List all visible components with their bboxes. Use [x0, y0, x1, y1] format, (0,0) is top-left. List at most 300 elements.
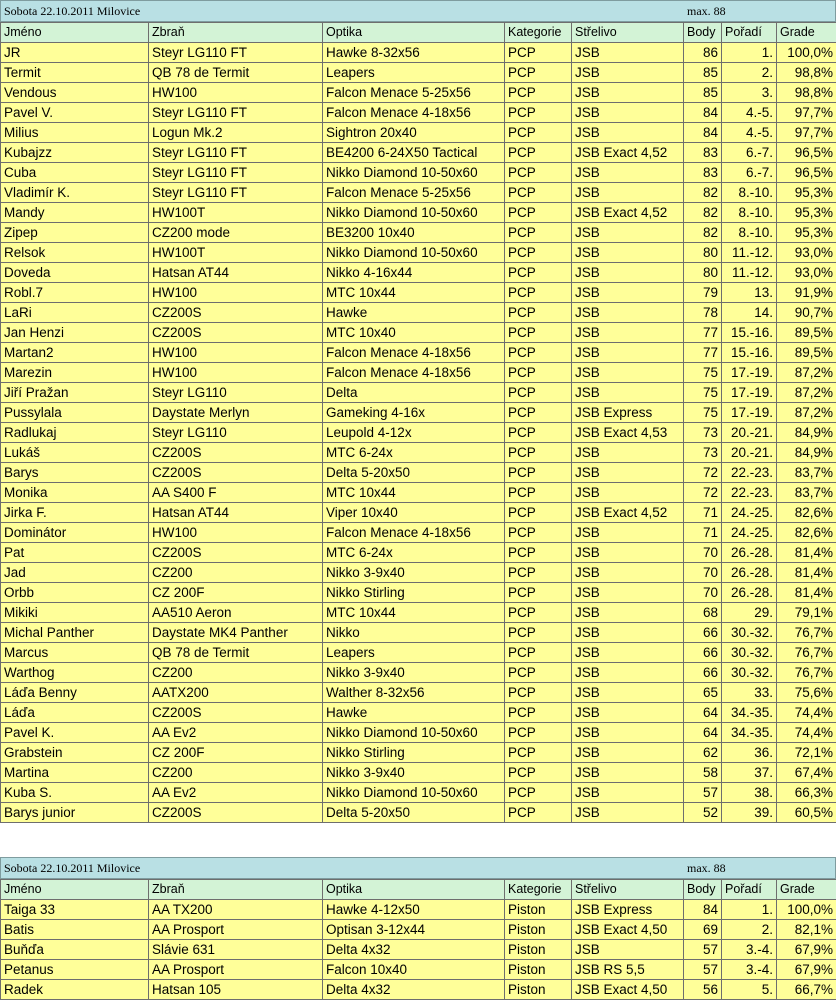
cell-ammo: JSB [572, 803, 684, 823]
column-header-ammo: Střelivo [572, 23, 684, 43]
cell-ammo: JSB Exact 4,53 [572, 423, 684, 443]
column-header-category: Kategorie [505, 880, 572, 900]
section-header [0, 857, 836, 879]
cell-grade: 98,8% [777, 83, 836, 103]
table-row [1, 363, 836, 383]
cell-name: Jirka F. [1, 503, 149, 523]
cell-optics: Walther 8-32x56 [323, 683, 505, 703]
cell-weapon: HW100T [149, 243, 323, 263]
cell-grade: 100,0% [777, 43, 836, 63]
cell-optics: Nikko Stirling [323, 583, 505, 603]
column-header-category: Kategorie [505, 23, 572, 43]
max-score: max. 88 [687, 861, 726, 875]
column-header-rank: Pořadí [722, 23, 777, 43]
cell-category: PCP [505, 183, 572, 203]
cell-optics: Hawke [323, 303, 505, 323]
cell-name: Buňďa [1, 940, 149, 960]
cell-name: JR [1, 43, 149, 63]
table-row [1, 783, 836, 803]
cell-category: PCP [505, 643, 572, 663]
cell-name: Kubajzz [1, 143, 149, 163]
table-row [1, 503, 836, 523]
table-row [1, 163, 836, 183]
cell-rank: 38. [722, 783, 777, 803]
column-header-grade: Grade [777, 23, 836, 43]
cell-rank: 39. [722, 803, 777, 823]
cell-grade: 76,7% [777, 663, 836, 683]
cell-points: 73 [684, 423, 722, 443]
cell-weapon: Steyr LG110 FT [149, 103, 323, 123]
cell-weapon: QB 78 de Termit [149, 643, 323, 663]
cell-rank: 2. [722, 63, 777, 83]
cell-optics: Nikko Diamond 10-50x60 [323, 723, 505, 743]
cell-ammo: JSB [572, 663, 684, 683]
cell-points: 83 [684, 143, 722, 163]
cell-ammo: JSB [572, 263, 684, 283]
cell-name: Radlukaj [1, 423, 149, 443]
cell-optics: Leapers [323, 63, 505, 83]
cell-weapon: Hatsan AT44 [149, 503, 323, 523]
cell-weapon: CZ200 [149, 763, 323, 783]
table-row [1, 443, 836, 463]
cell-weapon: Steyr LG110 FT [149, 43, 323, 63]
table-row [1, 103, 836, 123]
cell-optics: Sightron 20x40 [323, 123, 505, 143]
cell-name: Jad [1, 563, 149, 583]
cell-ammo: JSB Exact 4,52 [572, 203, 684, 223]
cell-points: 66 [684, 643, 722, 663]
cell-grade: 97,7% [777, 103, 836, 123]
cell-ammo: JSB [572, 583, 684, 603]
cell-grade: 74,4% [777, 723, 836, 743]
table-row [1, 243, 836, 263]
cell-weapon: CZ200S [149, 703, 323, 723]
cell-ammo: JSB [572, 463, 684, 483]
cell-points: 75 [684, 383, 722, 403]
cell-rank: 5. [722, 980, 777, 1000]
cell-optics: MTC 10x40 [323, 323, 505, 343]
cell-ammo: JSB [572, 603, 684, 623]
cell-optics: MTC 10x44 [323, 483, 505, 503]
cell-name: Pavel K. [1, 723, 149, 743]
cell-weapon: HW100 [149, 363, 323, 383]
cell-optics: MTC 10x44 [323, 283, 505, 303]
table-row [1, 743, 836, 763]
table-row [1, 960, 836, 980]
cell-rank: 8.-10. [722, 183, 777, 203]
cell-name: Pavel V. [1, 103, 149, 123]
cell-optics: MTC 6-24x [323, 543, 505, 563]
cell-name: Cuba [1, 163, 149, 183]
cell-points: 56 [684, 980, 722, 1000]
cell-ammo: JSB [572, 243, 684, 263]
cell-points: 70 [684, 543, 722, 563]
cell-grade: 83,7% [777, 483, 836, 503]
cell-category: PCP [505, 143, 572, 163]
cell-grade: 67,9% [777, 960, 836, 980]
cell-ammo: JSB Express [572, 403, 684, 423]
cell-ammo: JSB [572, 940, 684, 960]
cell-points: 80 [684, 263, 722, 283]
cell-grade: 81,4% [777, 583, 836, 603]
cell-category: PCP [505, 163, 572, 183]
cell-weapon: HW100 [149, 523, 323, 543]
cell-weapon: Steyr LG110 FT [149, 163, 323, 183]
cell-weapon: Slávie 631 [149, 940, 323, 960]
cell-ammo: JSB [572, 523, 684, 543]
cell-weapon: AA Ev2 [149, 783, 323, 803]
cell-weapon: CZ200S [149, 803, 323, 823]
cell-weapon: CZ200S [149, 443, 323, 463]
cell-rank: 17.-19. [722, 363, 777, 383]
cell-points: 85 [684, 83, 722, 103]
cell-optics: Delta [323, 383, 505, 403]
cell-ammo: JSB Exact 4,50 [572, 920, 684, 940]
cell-rank: 24.-25. [722, 523, 777, 543]
cell-name: Martan2 [1, 343, 149, 363]
cell-rank: 33. [722, 683, 777, 703]
cell-name: Barys junior [1, 803, 149, 823]
cell-category: PCP [505, 423, 572, 443]
cell-rank: 3. [722, 83, 777, 103]
cell-grade: 87,2% [777, 403, 836, 423]
cell-rank: 3.-4. [722, 960, 777, 980]
cell-grade: 66,7% [777, 980, 836, 1000]
cell-grade: 60,5% [777, 803, 836, 823]
cell-category: PCP [505, 243, 572, 263]
cell-name: Taiga 33 [1, 900, 149, 920]
cell-category: PCP [505, 703, 572, 723]
cell-name: Kuba S. [1, 783, 149, 803]
cell-name: Monika [1, 483, 149, 503]
cell-optics: Nikko [323, 623, 505, 643]
cell-optics: Nikko 4-16x44 [323, 263, 505, 283]
table-row [1, 683, 836, 703]
cell-ammo: JSB [572, 783, 684, 803]
table-row [1, 603, 836, 623]
cell-category: PCP [505, 743, 572, 763]
cell-optics: Hawke 8-32x56 [323, 43, 505, 63]
cell-grade: 93,0% [777, 243, 836, 263]
cell-category: PCP [505, 403, 572, 423]
cell-rank: 37. [722, 763, 777, 783]
cell-grade: 95,3% [777, 183, 836, 203]
cell-name: Dominátor [1, 523, 149, 543]
column-header-points: Body [684, 23, 722, 43]
cell-grade: 90,7% [777, 303, 836, 323]
cell-points: 64 [684, 703, 722, 723]
cell-name: Jiří Pražan [1, 383, 149, 403]
cell-weapon: AA S400 F [149, 483, 323, 503]
cell-optics: Falcon Menace 4-18x56 [323, 523, 505, 543]
cell-name: Lukáš [1, 443, 149, 463]
cell-optics: Falcon Menace 5-25x56 [323, 83, 505, 103]
cell-category: PCP [505, 583, 572, 603]
table-row [1, 940, 836, 960]
cell-ammo: JSB [572, 343, 684, 363]
cell-category: PCP [505, 223, 572, 243]
cell-points: 83 [684, 163, 722, 183]
cell-grade: 81,4% [777, 563, 836, 583]
cell-weapon: CZ200S [149, 303, 323, 323]
cell-points: 57 [684, 783, 722, 803]
cell-name: Orbb [1, 583, 149, 603]
cell-optics: Gameking 4-16x [323, 403, 505, 423]
table-row [1, 283, 836, 303]
cell-category: PCP [505, 343, 572, 363]
cell-points: 71 [684, 523, 722, 543]
section-header [0, 0, 836, 22]
cell-ammo: JSB [572, 363, 684, 383]
cell-weapon: Steyr LG110 [149, 383, 323, 403]
cell-grade: 81,4% [777, 543, 836, 563]
cell-ammo: JSB [572, 223, 684, 243]
table-header-row [1, 880, 836, 900]
cell-grade: 97,7% [777, 123, 836, 143]
cell-name: Radek [1, 980, 149, 1000]
cell-points: 70 [684, 563, 722, 583]
cell-ammo: JSB [572, 563, 684, 583]
cell-ammo: JSB [572, 43, 684, 63]
table-row [1, 763, 836, 783]
cell-grade: 82,1% [777, 920, 836, 940]
cell-weapon: Logun Mk.2 [149, 123, 323, 143]
cell-weapon: CZ 200F [149, 743, 323, 763]
column-header-optics: Optika [323, 880, 505, 900]
cell-grade: 89,5% [777, 343, 836, 363]
cell-category: PCP [505, 43, 572, 63]
cell-optics: Nikko 3-9x40 [323, 663, 505, 683]
cell-name: Jan Henzi [1, 323, 149, 343]
cell-category: PCP [505, 483, 572, 503]
cell-ammo: JSB Exact 4,52 [572, 143, 684, 163]
cell-ammo: JSB [572, 383, 684, 403]
cell-optics: Hawke 4-12x50 [323, 900, 505, 920]
cell-points: 77 [684, 343, 722, 363]
cell-points: 82 [684, 203, 722, 223]
cell-rank: 1. [722, 900, 777, 920]
cell-rank: 34.-35. [722, 703, 777, 723]
cell-category: PCP [505, 203, 572, 223]
table-row [1, 403, 836, 423]
cell-grade: 82,6% [777, 503, 836, 523]
cell-rank: 13. [722, 283, 777, 303]
cell-grade: 87,2% [777, 363, 836, 383]
cell-name: Barys [1, 463, 149, 483]
cell-name: Batis [1, 920, 149, 940]
cell-category: PCP [505, 443, 572, 463]
cell-ammo: JSB [572, 743, 684, 763]
cell-points: 78 [684, 303, 722, 323]
cell-optics: Nikko Diamond 10-50x60 [323, 783, 505, 803]
cell-ammo: JSB [572, 623, 684, 643]
cell-grade: 75,6% [777, 683, 836, 703]
table-row [1, 83, 836, 103]
cell-optics: Delta 4x32 [323, 980, 505, 1000]
cell-grade: 82,6% [777, 523, 836, 543]
cell-optics: BE3200 10x40 [323, 223, 505, 243]
cell-ammo: JSB [572, 643, 684, 663]
cell-rank: 8.-10. [722, 203, 777, 223]
cell-ammo: JSB [572, 443, 684, 463]
cell-points: 75 [684, 403, 722, 423]
table-header-row [1, 23, 836, 43]
cell-name: Mikiki [1, 603, 149, 623]
cell-name: Vladimír K. [1, 183, 149, 203]
cell-category: PCP [505, 323, 572, 343]
cell-rank: 26.-28. [722, 563, 777, 583]
table-row [1, 143, 836, 163]
column-header-ammo: Střelivo [572, 880, 684, 900]
cell-category: PCP [505, 663, 572, 683]
cell-grade: 87,2% [777, 383, 836, 403]
column-header-name: Jméno [1, 23, 149, 43]
table-row [1, 623, 836, 643]
cell-grade: 84,9% [777, 443, 836, 463]
cell-name: Relsok [1, 243, 149, 263]
cell-grade: 72,1% [777, 743, 836, 763]
cell-weapon: AA Prosport [149, 920, 323, 940]
cell-rank: 17.-19. [722, 383, 777, 403]
cell-name: Marezin [1, 363, 149, 383]
cell-rank: 8.-10. [722, 223, 777, 243]
cell-points: 84 [684, 900, 722, 920]
cell-optics: Hawke [323, 703, 505, 723]
section-title: Sobota 22.10.2011 Milovice [4, 4, 141, 18]
table-row [1, 423, 836, 443]
cell-name: Milius [1, 123, 149, 143]
table-row [1, 803, 836, 823]
cell-points: 57 [684, 940, 722, 960]
cell-points: 65 [684, 683, 722, 703]
cell-points: 69 [684, 920, 722, 940]
cell-points: 72 [684, 463, 722, 483]
cell-optics: Falcon Menace 4-18x56 [323, 343, 505, 363]
cell-category: PCP [505, 103, 572, 123]
cell-category: PCP [505, 723, 572, 743]
cell-points: 79 [684, 283, 722, 303]
cell-grade: 91,9% [777, 283, 836, 303]
cell-weapon: CZ 200F [149, 583, 323, 603]
table-row [1, 383, 836, 403]
cell-ammo: JSB [572, 323, 684, 343]
cell-rank: 4.-5. [722, 103, 777, 123]
cell-rank: 22.-23. [722, 483, 777, 503]
cell-grade: 100,0% [777, 900, 836, 920]
table-row [1, 223, 836, 243]
results-table [0, 879, 836, 1000]
cell-category: Piston [505, 980, 572, 1000]
cell-points: 62 [684, 743, 722, 763]
cell-points: 58 [684, 763, 722, 783]
cell-optics: BE4200 6-24X50 Tactical [323, 143, 505, 163]
cell-category: PCP [505, 383, 572, 403]
table-row [1, 123, 836, 143]
table-row [1, 723, 836, 743]
table-row [1, 323, 836, 343]
cell-category: Piston [505, 960, 572, 980]
cell-ammo: JSB [572, 303, 684, 323]
results-table [0, 22, 836, 823]
cell-category: PCP [505, 363, 572, 383]
table-row [1, 920, 836, 940]
cell-category: PCP [505, 123, 572, 143]
cell-weapon: HW100 [149, 283, 323, 303]
cell-rank: 11.-12. [722, 263, 777, 283]
table-row [1, 63, 836, 83]
cell-points: 82 [684, 183, 722, 203]
cell-rank: 15.-16. [722, 323, 777, 343]
cell-name: Láďa Benny [1, 683, 149, 703]
cell-points: 66 [684, 663, 722, 683]
cell-grade: 93,0% [777, 263, 836, 283]
table-row [1, 980, 836, 1000]
cell-points: 71 [684, 503, 722, 523]
column-header-weapon: Zbraň [149, 23, 323, 43]
table-row [1, 663, 836, 683]
cell-category: PCP [505, 683, 572, 703]
cell-name: Marcus [1, 643, 149, 663]
cell-optics: Nikko Stirling [323, 743, 505, 763]
cell-points: 68 [684, 603, 722, 623]
cell-ammo: JSB [572, 483, 684, 503]
column-header-name: Jméno [1, 880, 149, 900]
cell-weapon: AATX200 [149, 683, 323, 703]
cell-category: PCP [505, 503, 572, 523]
cell-category: Piston [505, 940, 572, 960]
cell-points: 64 [684, 723, 722, 743]
cell-rank: 15.-16. [722, 343, 777, 363]
cell-rank: 22.-23. [722, 463, 777, 483]
cell-ammo: JSB [572, 103, 684, 123]
cell-name: LaRi [1, 303, 149, 323]
table-row [1, 43, 836, 63]
cell-points: 85 [684, 63, 722, 83]
cell-grade: 95,3% [777, 223, 836, 243]
cell-grade: 74,4% [777, 703, 836, 723]
cell-weapon: HW100T [149, 203, 323, 223]
cell-weapon: Steyr LG110 [149, 423, 323, 443]
cell-rank: 17.-19. [722, 403, 777, 423]
cell-weapon: Daystate Merlyn [149, 403, 323, 423]
max-score: max. 88 [687, 4, 726, 18]
cell-rank: 3.-4. [722, 940, 777, 960]
section-spacer [0, 835, 836, 857]
cell-category: PCP [505, 83, 572, 103]
cell-ammo: JSB Exact 4,52 [572, 503, 684, 523]
cell-weapon: CZ200 [149, 663, 323, 683]
cell-rank: 14. [722, 303, 777, 323]
cell-optics: Nikko Diamond 10-50x60 [323, 163, 505, 183]
cell-optics: Falcon Menace 4-18x56 [323, 103, 505, 123]
cell-category: PCP [505, 543, 572, 563]
cell-weapon: CZ200S [149, 323, 323, 343]
cell-ammo: JSB [572, 683, 684, 703]
cell-weapon: CZ200S [149, 463, 323, 483]
table-row [1, 703, 836, 723]
cell-name: Vendous [1, 83, 149, 103]
cell-ammo: JSB [572, 703, 684, 723]
cell-rank: 30.-32. [722, 643, 777, 663]
column-header-weapon: Zbraň [149, 880, 323, 900]
column-header-optics: Optika [323, 23, 505, 43]
cell-grade: 96,5% [777, 143, 836, 163]
cell-ammo: JSB Exact 4,50 [572, 980, 684, 1000]
table-row [1, 643, 836, 663]
table-row [1, 203, 836, 223]
table-row [1, 343, 836, 363]
cell-optics: Nikko Diamond 10-50x60 [323, 243, 505, 263]
